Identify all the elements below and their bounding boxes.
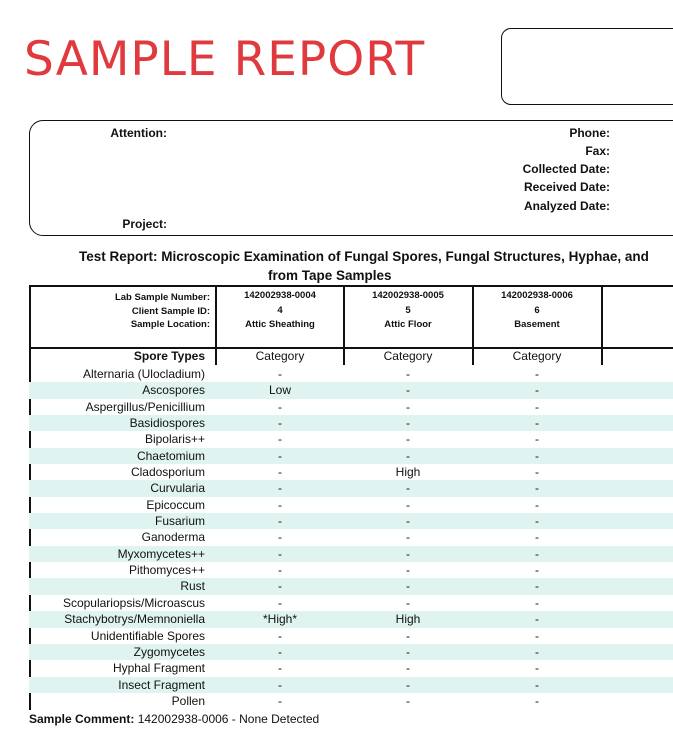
category-value: - [535, 595, 539, 610]
spore-type-name: Rust [180, 579, 205, 594]
category-value: - [535, 465, 539, 480]
category-value: - [535, 416, 539, 431]
spore-type-name: Pithomyces++ [128, 563, 205, 578]
table-row [29, 677, 673, 693]
category-value: - [535, 367, 539, 381]
category-value: - [535, 677, 539, 692]
category-value: High [395, 465, 421, 480]
sample-column-1 [216, 289, 344, 333]
category-header-1: Category [255, 349, 305, 363]
category-value: - [535, 546, 539, 561]
spore-type-name: Alternaria (Ulocladium) [82, 367, 205, 381]
table-row [29, 497, 673, 513]
category-value: Low [268, 383, 291, 398]
spore-type-name: Cladosporium [130, 465, 205, 480]
category-value: - [535, 448, 539, 463]
category-value: - [535, 563, 539, 578]
spore-type-name: Pollen [171, 693, 205, 708]
analyzed-date-label: Analyzed Date: [523, 199, 610, 213]
category-value: - [278, 644, 282, 659]
category-value: - [278, 399, 282, 414]
category-value: - [278, 481, 282, 496]
spore-type-name: Insect Fragment [118, 677, 205, 692]
spore-type-name: Chaetomium [136, 448, 205, 463]
category-value: *High* [262, 612, 298, 627]
table-row [29, 595, 673, 611]
category-value: - [406, 399, 410, 414]
spore-types-header: Spore Types [133, 349, 205, 363]
spore-type-name: Scopulariopsis/Microascus [62, 595, 205, 610]
category-value: - [406, 530, 410, 545]
sample-column-2 [344, 289, 472, 333]
category-value: - [406, 595, 410, 610]
category-value: - [278, 367, 282, 381]
table-row [29, 366, 673, 382]
lab-sample-number: 142002938-0005 [372, 290, 444, 301]
table-row [29, 628, 673, 644]
category-value: - [406, 497, 410, 512]
table-row [29, 611, 673, 627]
table-top-border [29, 285, 673, 287]
category-value: - [278, 465, 282, 480]
category-value: - [535, 514, 539, 529]
table-row [29, 382, 673, 398]
lab-sample-number: 142002938-0004 [244, 290, 316, 301]
category-value: - [406, 383, 410, 398]
category-value: - [535, 481, 539, 496]
spore-type-name: Zygomycetes [133, 644, 205, 659]
sample-comment-text: 142002938-0006 - None Detected [137, 712, 320, 726]
table-row [29, 693, 673, 709]
sample-location: Attic Sheathing [245, 319, 315, 330]
category-value: - [406, 416, 410, 431]
category-value: - [406, 563, 410, 578]
category-value: - [535, 628, 539, 643]
category-value: - [278, 693, 282, 708]
project-label: Project: [122, 217, 167, 231]
spore-type-name: Epicoccum [146, 497, 205, 512]
spore-type-name: Bipolaris++ [144, 432, 205, 447]
category-value: - [278, 546, 282, 561]
spore-type-name: Curvularia [150, 481, 205, 496]
table-row [29, 480, 673, 496]
category-value: - [278, 628, 282, 643]
client-sample-id: 6 [534, 304, 540, 316]
table-row [29, 464, 673, 480]
lab-sample-number-label: Lab Sample Number: [114, 292, 210, 303]
phone-label: Phone: [569, 126, 610, 140]
category-value: - [278, 432, 282, 447]
sample-column-3 [473, 289, 601, 333]
category-value: - [535, 644, 539, 659]
category-value: - [278, 661, 282, 676]
table-row [29, 546, 673, 562]
spore-type-name: Unidentifiable Spores [90, 628, 205, 643]
category-value: - [406, 367, 410, 381]
client-sample-id-label: Client Sample ID: [131, 305, 210, 317]
category-value: High [395, 612, 421, 627]
category-value: - [406, 693, 410, 708]
sample-location: Attic Floor [384, 319, 432, 330]
collected-date-label: Collected Date: [522, 162, 610, 176]
table-row [29, 431, 673, 447]
report-title-line2: from Tape Samples [268, 268, 392, 283]
category-value: - [406, 677, 410, 692]
category-value: - [406, 432, 410, 447]
sample-comment [29, 712, 319, 726]
category-value: - [535, 530, 539, 545]
table-row [29, 644, 673, 660]
category-value: - [406, 661, 410, 676]
category-value: - [278, 448, 282, 463]
client-sample-id: 4 [277, 304, 283, 316]
spore-type-name: Fusarium [154, 514, 205, 529]
attention-label: Attention: [110, 126, 167, 140]
category-value: - [278, 514, 282, 529]
table-row [29, 562, 673, 578]
table-row [29, 513, 673, 529]
sample-location-label: Sample Location: [130, 319, 210, 330]
category-value: - [278, 497, 282, 512]
category-value: - [535, 579, 539, 594]
category-value: - [406, 644, 410, 659]
client-sample-id: 5 [405, 304, 411, 316]
spore-type-name: Stachybotrys/Memnoniella [64, 612, 205, 627]
table-row [29, 448, 673, 464]
spore-type-name: Ascospores [142, 383, 205, 398]
category-value: - [278, 677, 282, 692]
table-row [29, 578, 673, 594]
spore-type-name: Hyphal Fragment [112, 661, 205, 676]
category-value: - [278, 595, 282, 610]
col-divider-4 [601, 285, 603, 365]
sample-location: Basement [514, 319, 560, 330]
spore-type-name: Basidiospores [129, 416, 205, 431]
category-value: - [406, 546, 410, 561]
category-value: - [406, 481, 410, 496]
table-row [29, 529, 673, 545]
table-row [29, 415, 673, 431]
category-value: - [278, 530, 282, 545]
category-value: - [535, 497, 539, 512]
table-row [29, 399, 673, 415]
spore-type-name: Aspergillus/Penicillium [85, 399, 205, 414]
category-value: - [278, 563, 282, 578]
category-value: - [535, 432, 539, 447]
category-value: - [535, 612, 539, 627]
category-value: - [535, 693, 539, 708]
fax-label: Fax: [585, 144, 610, 158]
sample-header-labels [30, 291, 210, 332]
category-value: - [406, 579, 410, 594]
category-value: - [406, 514, 410, 529]
spore-type-name: Ganoderma [141, 530, 205, 545]
sample-report-watermark: SAMPLE REPORT [24, 32, 426, 87]
logo-box [501, 28, 673, 105]
category-value: - [278, 579, 282, 594]
sample-comment-label: Sample Comment: [29, 712, 135, 726]
category-header-2: Category [383, 349, 433, 363]
lab-sample-number: 142002938-0006 [501, 290, 573, 301]
category-value: - [535, 399, 539, 414]
spore-results-table [29, 366, 673, 709]
report-title-line1: Test Report: Microscopic Examination of Fungal Spores, Fungal Structures, Hyphae, and [79, 249, 649, 264]
spore-type-name: Myxomycetes++ [117, 546, 205, 561]
table-row [29, 660, 673, 676]
category-value: - [278, 416, 282, 431]
category-value: - [535, 383, 539, 398]
category-header-3: Category [512, 349, 562, 363]
category-value: - [535, 661, 539, 676]
category-value: - [406, 628, 410, 643]
received-date-label: Received Date: [523, 180, 610, 194]
category-value: - [406, 448, 410, 463]
